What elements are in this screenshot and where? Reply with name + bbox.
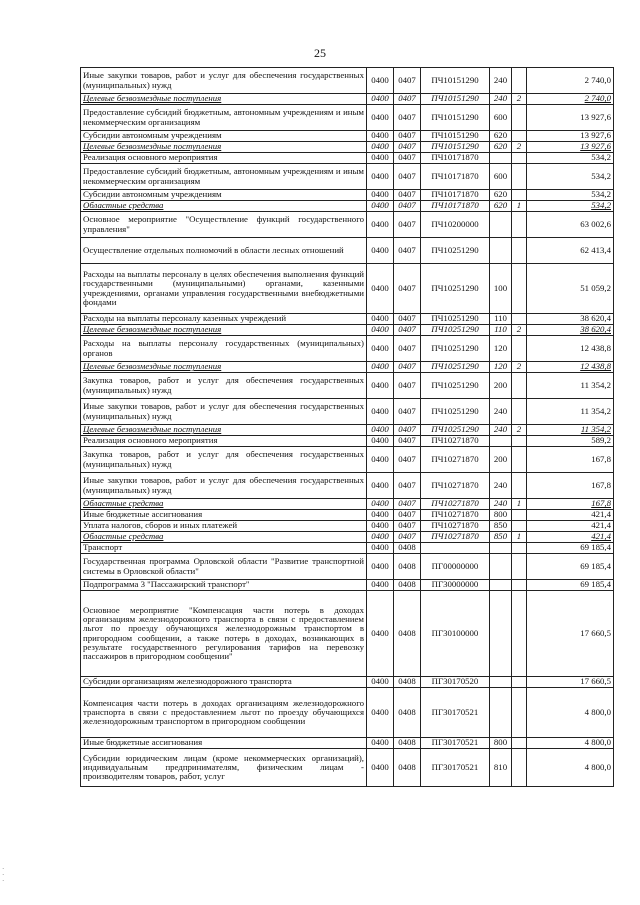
row-name: Целевые безвозмездные поступления [81, 362, 367, 373]
amount: 38 620,4 [527, 314, 614, 325]
row-name: Компенсация части потерь в доходах организациям железнодорожного транспорта в связи с предоставлением льгот по проезду обучающихся железнодорожным транспортом в пригородном сообщении [81, 688, 367, 738]
row-name: Расходы на выплаты персоналу в целях обеспечения выполнения функций государственными (муниципальными) органами, казенными учреждениями, органами управления государственными внебюджетными фондами [81, 264, 367, 314]
target-article-code: ПЧ10151290 [421, 68, 490, 94]
table-row [81, 68, 614, 94]
expense-type-code: 850 [490, 521, 512, 532]
row-name: Предоставление субсидий бюджетным, автономным учреждениям и иным некоммерческим организациям [81, 164, 367, 190]
funding-source-code [512, 749, 527, 787]
amount: 11 354,2 [527, 373, 614, 399]
amount: 38 620,4 [527, 325, 614, 336]
funding-source-code [512, 677, 527, 688]
expense-type-code: 620 [490, 142, 512, 153]
subsection-code: 0408 [394, 749, 421, 787]
target-article-code: ПЧ10271870 [421, 510, 490, 521]
subsection-code: 0407 [394, 499, 421, 510]
subsection-code: 0408 [394, 554, 421, 580]
row-name: Закупка товаров, работ и услуг для обеспечения государственных (муниципальных) нужд [81, 373, 367, 399]
table-row [81, 436, 614, 447]
funding-source-code [512, 190, 527, 201]
section-code: 0400 [367, 314, 394, 325]
target-article-code: ПЧ10171870 [421, 164, 490, 190]
expense-type-code: 120 [490, 362, 512, 373]
amount: 11 354,2 [527, 399, 614, 425]
expense-type-code: 240 [490, 499, 512, 510]
row-name: Целевые безвозмездные поступления [81, 325, 367, 336]
expense-type-code: 800 [490, 510, 512, 521]
table-row [81, 532, 614, 543]
funding-source-code [512, 212, 527, 238]
expense-type-code: 620 [490, 190, 512, 201]
funding-source-code [512, 164, 527, 190]
subsection-code: 0407 [394, 131, 421, 142]
target-article-code: ПЧ10151290 [421, 142, 490, 153]
amount: 17 660,5 [527, 591, 614, 677]
subsection-code: 0407 [394, 201, 421, 212]
section-code: 0400 [367, 212, 394, 238]
funding-source-code [512, 521, 527, 532]
target-article-code: ПГ30170520 [421, 677, 490, 688]
row-name: Целевые безвозмездные поступления [81, 142, 367, 153]
funding-source-code: 1 [512, 499, 527, 510]
budget-table [80, 67, 614, 787]
row-name: Субсидии автономным учреждениям [81, 190, 367, 201]
table-row [81, 314, 614, 325]
page-number: 25 [314, 46, 326, 60]
target-article-code: ПЧ10251290 [421, 264, 490, 314]
table-row [81, 105, 614, 131]
row-name: Предоставление субсидий бюджетным, автономным учреждениям и иным некоммерческим организациям [81, 105, 367, 131]
subsection-code: 0407 [394, 212, 421, 238]
row-name: Осуществление отдельных полномочий в области лесных отношений [81, 238, 367, 264]
expense-type-code: 110 [490, 325, 512, 336]
table-row [81, 190, 614, 201]
target-article-code: ПЧ10151290 [421, 105, 490, 131]
amount: 589,2 [527, 436, 614, 447]
expense-type-code [490, 153, 512, 164]
section-code: 0400 [367, 543, 394, 554]
section-code: 0400 [367, 264, 394, 314]
subsection-code: 0407 [394, 164, 421, 190]
amount: 62 413,4 [527, 238, 614, 264]
section-code: 0400 [367, 554, 394, 580]
expense-type-code: 120 [490, 336, 512, 362]
expense-type-code [490, 591, 512, 677]
subsection-code: 0407 [394, 325, 421, 336]
amount: 13 927,6 [527, 131, 614, 142]
amount: 13 927,6 [527, 105, 614, 131]
target-article-code: ПЧ10151290 [421, 94, 490, 105]
subsection-code: 0407 [394, 238, 421, 264]
row-name: Субсидии организациям железнодорожного транспорта [81, 677, 367, 688]
table-row [81, 153, 614, 164]
target-article-code: ПГ30000000 [421, 580, 490, 591]
subsection-code: 0408 [394, 591, 421, 677]
row-name: Государственная программа Орловской области "Развитие транспортной системы в Орловской области" [81, 554, 367, 580]
funding-source-code [512, 591, 527, 677]
section-code: 0400 [367, 677, 394, 688]
expense-type-code [490, 580, 512, 591]
amount: 4 800,0 [527, 749, 614, 787]
funding-source-code [512, 238, 527, 264]
section-code: 0400 [367, 738, 394, 749]
amount: 4 800,0 [527, 688, 614, 738]
expense-type-code [490, 436, 512, 447]
section-code: 0400 [367, 749, 394, 787]
funding-source-code [512, 68, 527, 94]
section-code: 0400 [367, 447, 394, 473]
target-article-code: ПЧ10251290 [421, 362, 490, 373]
subsection-code: 0407 [394, 94, 421, 105]
expense-type-code: 600 [490, 105, 512, 131]
table-row [81, 94, 614, 105]
section-code: 0400 [367, 68, 394, 94]
funding-source-code [512, 543, 527, 554]
amount: 167,8 [527, 447, 614, 473]
table-row [81, 510, 614, 521]
table-row [81, 543, 614, 554]
target-article-code: ПЧ10251290 [421, 399, 490, 425]
subsection-code: 0407 [394, 153, 421, 164]
subsection-code: 0408 [394, 543, 421, 554]
funding-source-code [512, 131, 527, 142]
row-name: Уплата налогов, сборов и иных платежей [81, 521, 367, 532]
amount: 421,4 [527, 532, 614, 543]
table-row [81, 554, 614, 580]
section-code: 0400 [367, 510, 394, 521]
table-row [81, 238, 614, 264]
budget-table-body [81, 68, 614, 787]
funding-source-code [512, 688, 527, 738]
table-row [81, 499, 614, 510]
subsection-code: 0407 [394, 264, 421, 314]
table-row [81, 362, 614, 373]
row-name: Областные средства [81, 532, 367, 543]
section-code: 0400 [367, 164, 394, 190]
amount: 13 927,6 [527, 142, 614, 153]
section-code: 0400 [367, 190, 394, 201]
section-code: 0400 [367, 473, 394, 499]
target-article-code: ПЧ10271870 [421, 499, 490, 510]
subsection-code: 0407 [394, 425, 421, 436]
table-row [81, 325, 614, 336]
funding-source-code [512, 314, 527, 325]
subsection-code: 0407 [394, 314, 421, 325]
expense-type-code: 240 [490, 473, 512, 499]
expense-type-code [490, 238, 512, 264]
target-article-code: ПЧ10171870 [421, 201, 490, 212]
funding-source-code [512, 153, 527, 164]
table-row [81, 164, 614, 190]
section-code: 0400 [367, 131, 394, 142]
target-article-code: ПЧ10251290 [421, 325, 490, 336]
amount: 12 438,8 [527, 336, 614, 362]
subsection-code: 0408 [394, 738, 421, 749]
section-code: 0400 [367, 362, 394, 373]
subsection-code: 0408 [394, 688, 421, 738]
funding-source-code [512, 336, 527, 362]
section-code: 0400 [367, 105, 394, 131]
amount: 421,4 [527, 521, 614, 532]
subsection-code: 0408 [394, 677, 421, 688]
row-name: Расходы на выплаты персоналу государственных (муниципальных) органов [81, 336, 367, 362]
amount: 534,2 [527, 201, 614, 212]
expense-type-code: 200 [490, 447, 512, 473]
amount: 69 185,4 [527, 554, 614, 580]
section-code: 0400 [367, 499, 394, 510]
row-name: Основное мероприятие "Осуществление функций государственного управления" [81, 212, 367, 238]
target-article-code: ПГ30100000 [421, 591, 490, 677]
amount: 534,2 [527, 164, 614, 190]
target-article-code: ПЧ10271870 [421, 447, 490, 473]
section-code: 0400 [367, 325, 394, 336]
table-row [81, 591, 614, 677]
subsection-code: 0407 [394, 521, 421, 532]
amount: 12 438,8 [527, 362, 614, 373]
amount: 534,2 [527, 190, 614, 201]
table-row [81, 447, 614, 473]
target-article-code: ПЧ10251290 [421, 425, 490, 436]
amount: 4 800,0 [527, 738, 614, 749]
target-article-code: ПЧ10251290 [421, 373, 490, 399]
funding-source-code [512, 105, 527, 131]
funding-source-code: 2 [512, 362, 527, 373]
subsection-code: 0407 [394, 362, 421, 373]
row-name: Целевые безвозмездные поступления [81, 94, 367, 105]
expense-type-code: 200 [490, 373, 512, 399]
row-name: Реализация основного мероприятия [81, 436, 367, 447]
table-row [81, 264, 614, 314]
target-article-code: ПЧ10271870 [421, 532, 490, 543]
target-article-code [421, 543, 490, 554]
amount: 11 354,2 [527, 425, 614, 436]
row-name: Целевые безвозмездные поступления [81, 425, 367, 436]
row-name: Иные закупки товаров, работ и услуг для обеспечения государственных (муниципальных) нужд [81, 399, 367, 425]
subsection-code: 0407 [394, 532, 421, 543]
row-name: Основное мероприятие "Компенсация части потерь в доходах организациям железнодорожного транспорта в связи с предоставлением льгот по проезду обучающихся железнодорожным транспортом в пригородном сообщении, а также потерь в доходах, возникающих в результате государственного регулирования тарифов на перевозку пассажиров в пригородном сообщении" [81, 591, 367, 677]
table-row [81, 212, 614, 238]
subsection-code: 0408 [394, 580, 421, 591]
funding-source-code: 1 [512, 201, 527, 212]
row-name: Субсидии юридическим лицам (кроме некоммерческих организаций), индивидуальным предпринимателям, физическим лицам - производителям товаров, работ, услуг [81, 749, 367, 787]
expense-type-code [490, 677, 512, 688]
section-code: 0400 [367, 521, 394, 532]
funding-source-code: 1 [512, 532, 527, 543]
amount: 2 740,0 [527, 94, 614, 105]
target-article-code: ПГ00000000 [421, 554, 490, 580]
funding-source-code [512, 373, 527, 399]
subsection-code: 0407 [394, 105, 421, 131]
target-article-code: ПГ30170521 [421, 688, 490, 738]
section-code: 0400 [367, 591, 394, 677]
target-article-code: ПЧ10271870 [421, 521, 490, 532]
amount: 51 059,2 [527, 264, 614, 314]
expense-type-code: 240 [490, 425, 512, 436]
expense-type-code [490, 688, 512, 738]
subsection-code: 0407 [394, 142, 421, 153]
subsection-code: 0407 [394, 447, 421, 473]
row-name: Транспорт [81, 543, 367, 554]
target-article-code: ПЧ10251290 [421, 314, 490, 325]
target-article-code: ПЧ10171870 [421, 190, 490, 201]
row-name: Расходы на выплаты персоналу казенных учреждений [81, 314, 367, 325]
section-code: 0400 [367, 201, 394, 212]
target-article-code: ПЧ10251290 [421, 238, 490, 264]
table-row [81, 677, 614, 688]
expense-type-code: 800 [490, 738, 512, 749]
table-row [81, 201, 614, 212]
row-name: Иные закупки товаров, работ и услуг для обеспечения государственных (муниципальных) нужд [81, 68, 367, 94]
expense-type-code: 240 [490, 94, 512, 105]
funding-source-code [512, 473, 527, 499]
subsection-code: 0407 [394, 473, 421, 499]
row-name: Реализация основного мероприятия [81, 153, 367, 164]
expense-type-code: 620 [490, 201, 512, 212]
section-code: 0400 [367, 425, 394, 436]
amount: 534,2 [527, 153, 614, 164]
subsection-code: 0407 [394, 510, 421, 521]
section-code: 0400 [367, 399, 394, 425]
section-code: 0400 [367, 94, 394, 105]
section-code: 0400 [367, 142, 394, 153]
row-name: Иные бюджетные ассигнования [81, 510, 367, 521]
section-code: 0400 [367, 336, 394, 362]
subsection-code: 0407 [394, 336, 421, 362]
expense-type-code: 100 [490, 264, 512, 314]
row-name: Закупка товаров, работ и услуг для обеспечения государственных (муниципальных) нужд [81, 447, 367, 473]
funding-source-code: 2 [512, 142, 527, 153]
section-code: 0400 [367, 153, 394, 164]
section-code: 0400 [367, 373, 394, 399]
funding-source-code [512, 436, 527, 447]
target-article-code: ПЧ10251290 [421, 336, 490, 362]
funding-source-code [512, 510, 527, 521]
table-row [81, 688, 614, 738]
table-row [81, 373, 614, 399]
row-name: Субсидии автономным учреждениям [81, 131, 367, 142]
subsection-code: 0407 [394, 373, 421, 399]
subsection-code: 0407 [394, 190, 421, 201]
funding-source-code: 2 [512, 94, 527, 105]
target-article-code: ПЧ10171870 [421, 153, 490, 164]
row-name: Подпрограмма 3 "Пассажирский транспорт" [81, 580, 367, 591]
expense-type-code: 240 [490, 399, 512, 425]
table-row [81, 131, 614, 142]
expense-type-code [490, 212, 512, 238]
funding-source-code [512, 447, 527, 473]
section-code: 0400 [367, 436, 394, 447]
expense-type-code [490, 543, 512, 554]
expense-type-code: 810 [490, 749, 512, 787]
row-name: Областные средства [81, 499, 367, 510]
expense-type-code: 240 [490, 68, 512, 94]
amount: 167,8 [527, 473, 614, 499]
table-row [81, 473, 614, 499]
amount: 2 740,0 [527, 68, 614, 94]
subsection-code: 0407 [394, 436, 421, 447]
funding-source-code [512, 399, 527, 425]
funding-source-code [512, 554, 527, 580]
expense-type-code: 110 [490, 314, 512, 325]
target-article-code: ПГ30170521 [421, 738, 490, 749]
expense-type-code: 620 [490, 131, 512, 142]
row-name: Иные закупки товаров, работ и услуг для обеспечения государственных (муниципальных) нужд [81, 473, 367, 499]
funding-source-code [512, 738, 527, 749]
table-row [81, 521, 614, 532]
subsection-code: 0407 [394, 68, 421, 94]
amount: 17 660,5 [527, 677, 614, 688]
funding-source-code [512, 580, 527, 591]
target-article-code: ПЧ10151290 [421, 131, 490, 142]
table-row [81, 399, 614, 425]
table-row [81, 738, 614, 749]
table-row [81, 425, 614, 436]
target-article-code: ПГ30170521 [421, 749, 490, 787]
table-row [81, 142, 614, 153]
funding-source-code: 2 [512, 325, 527, 336]
funding-source-code: 2 [512, 425, 527, 436]
table-row [81, 336, 614, 362]
target-article-code: ПЧ10200000 [421, 212, 490, 238]
row-name: Иные бюджетные ассигнования [81, 738, 367, 749]
subsection-code: 0407 [394, 399, 421, 425]
funding-source-code [512, 264, 527, 314]
amount: 421,4 [527, 510, 614, 521]
section-code: 0400 [367, 580, 394, 591]
expense-type-code: 850 [490, 532, 512, 543]
expense-type-code [490, 554, 512, 580]
table-row [81, 580, 614, 591]
table-row [81, 749, 614, 787]
row-name: Областные средства [81, 201, 367, 212]
expense-type-code: 600 [490, 164, 512, 190]
amount: 63 002,6 [527, 212, 614, 238]
target-article-code: ПЧ10271870 [421, 473, 490, 499]
amount: 167,8 [527, 499, 614, 510]
amount: 69 185,4 [527, 580, 614, 591]
section-code: 0400 [367, 532, 394, 543]
section-code: 0400 [367, 238, 394, 264]
margin-marks: · · · [2, 865, 5, 885]
target-article-code: ПЧ10271870 [421, 436, 490, 447]
amount: 69 185,4 [527, 543, 614, 554]
section-code: 0400 [367, 688, 394, 738]
